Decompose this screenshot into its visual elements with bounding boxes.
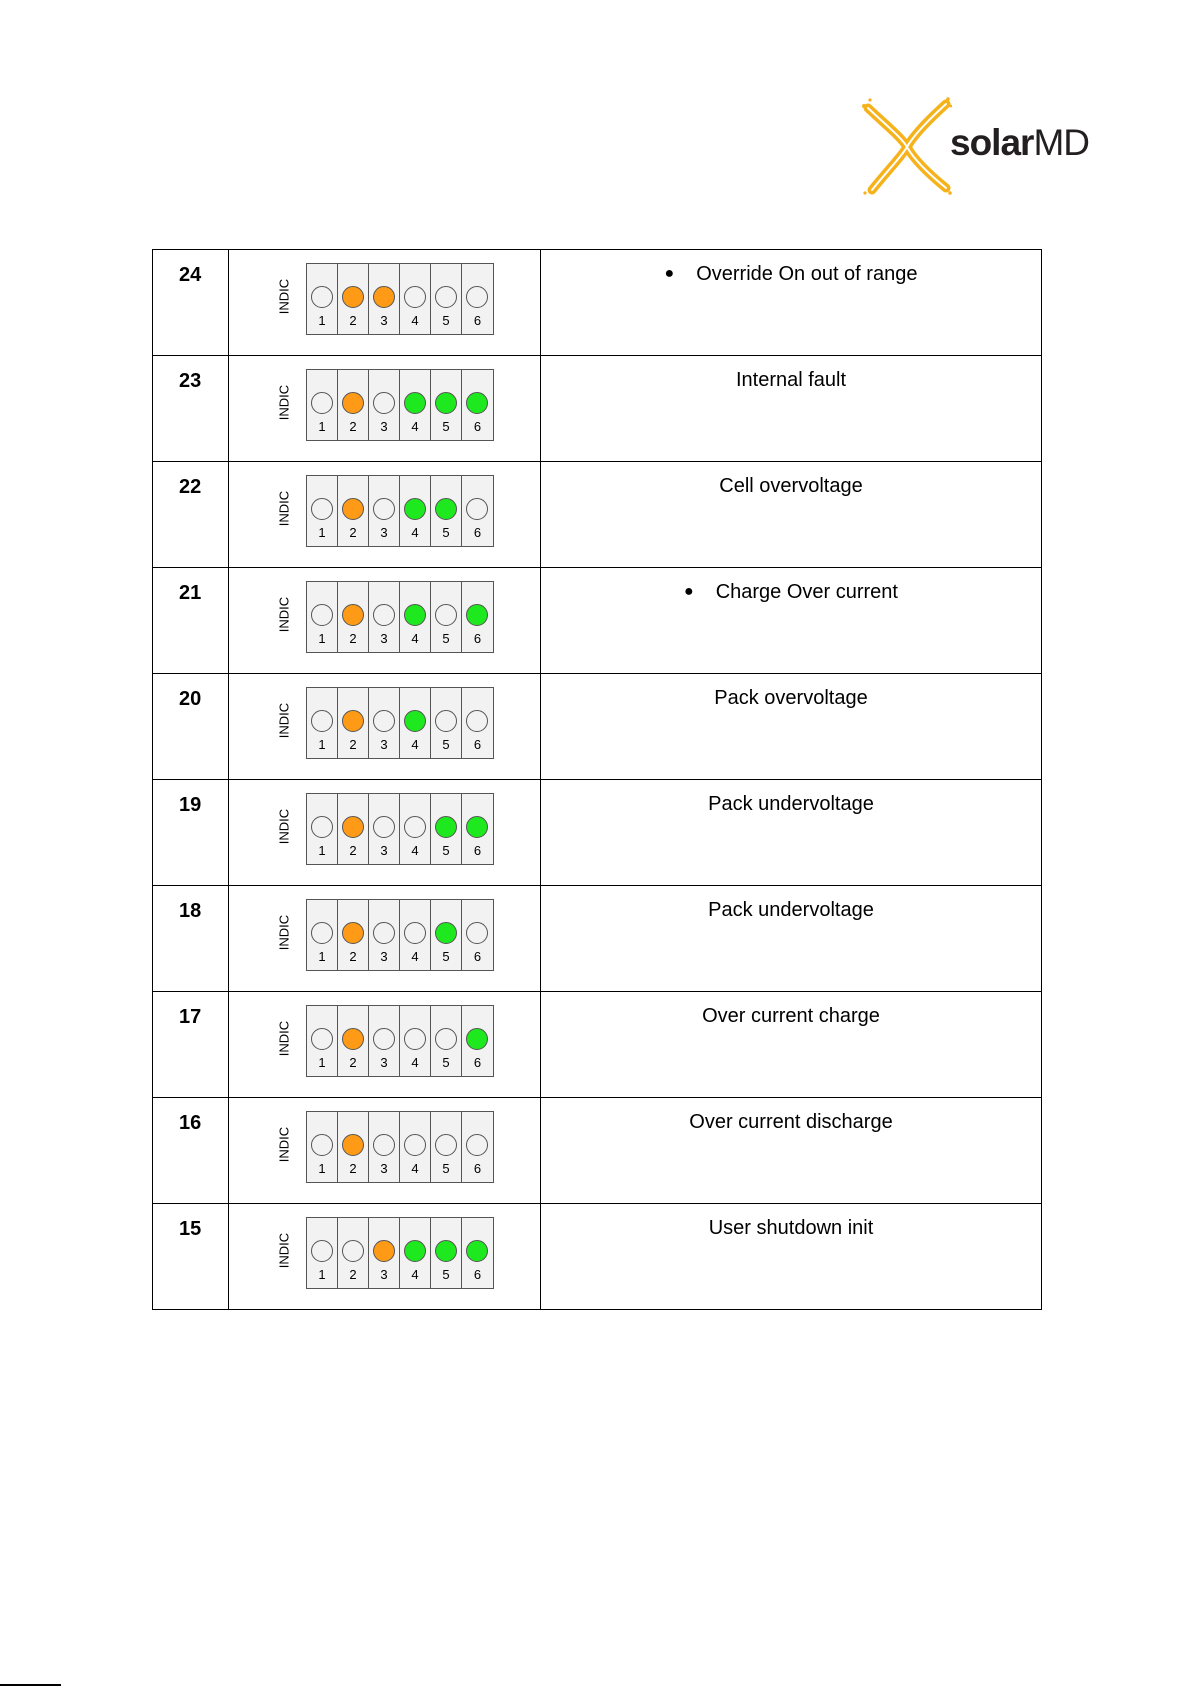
indicator-cell: [229, 356, 541, 462]
led-slot: [400, 476, 431, 546]
led-slot: [307, 264, 338, 334]
led-slot: [431, 264, 462, 334]
led-number: 4: [411, 313, 419, 328]
bullet-icon: ●: [664, 265, 675, 282]
led-strip: [306, 581, 494, 653]
led-green-icon: [435, 1240, 457, 1262]
led-number: 4: [411, 631, 419, 646]
led-strip: [306, 369, 494, 441]
led-number: 6: [473, 843, 482, 858]
error-code: 19: [153, 780, 229, 886]
led-green-icon: [435, 922, 457, 944]
led-slot: [400, 900, 431, 970]
led-number: 1: [318, 843, 326, 858]
led-orange-icon: [373, 286, 395, 308]
error-description-cell: [541, 1098, 1042, 1204]
led-slot: [338, 1006, 369, 1076]
table-row: [153, 356, 1042, 462]
table-row: [153, 886, 1042, 992]
led-strip: [306, 899, 494, 971]
table-row: [153, 992, 1042, 1098]
led-slot: [338, 688, 369, 758]
led-off-icon: [311, 710, 333, 732]
led-slot: [431, 582, 462, 652]
led-number: 1: [318, 737, 326, 752]
led-number: 3: [380, 843, 388, 858]
led-green-icon: [404, 498, 426, 520]
led-number: 5: [442, 949, 450, 964]
led-slot: [431, 370, 462, 440]
led-off-icon: [311, 1240, 333, 1262]
led-slot: [338, 264, 369, 334]
led-slot: [369, 582, 400, 652]
error-code-table: [152, 249, 1042, 1310]
led-off-icon: [373, 498, 395, 520]
led-slot: [369, 688, 400, 758]
led-slot: [462, 264, 493, 334]
error-code: 22: [153, 462, 229, 568]
led-slot: [400, 582, 431, 652]
led-slot: [400, 264, 431, 334]
led-orange-icon: [342, 392, 364, 414]
led-number: 6: [473, 631, 482, 646]
led-slot: [369, 1112, 400, 1182]
led-number: 1: [318, 419, 326, 434]
led-off-icon: [404, 286, 426, 308]
led-number: 5: [442, 1161, 450, 1176]
led-number: 6: [473, 1161, 482, 1176]
led-slot: [400, 794, 431, 864]
led-slot: [462, 900, 493, 970]
led-number: 5: [442, 737, 450, 752]
led-slot: [400, 1006, 431, 1076]
led-orange-icon: [342, 710, 364, 732]
led-slot: [462, 370, 493, 440]
error-code: 24: [153, 250, 229, 356]
indicator-cell: [229, 886, 541, 992]
led-orange-icon: [342, 1028, 364, 1050]
error-description: Pack undervoltage: [708, 899, 874, 921]
error-description-cell: [541, 992, 1042, 1098]
led-off-icon: [373, 816, 395, 838]
led-strip: [306, 1005, 494, 1077]
led-slot: [400, 1218, 431, 1288]
led-off-icon: [404, 1028, 426, 1050]
error-description: Over current discharge: [689, 1111, 893, 1133]
led-off-icon: [373, 1134, 395, 1156]
error-description: Override On out of range: [696, 263, 918, 285]
led-number: 2: [349, 1161, 357, 1176]
led-number: 1: [318, 1267, 326, 1282]
led-slot: [338, 900, 369, 970]
led-number: 4: [411, 949, 419, 964]
led-number: 5: [442, 525, 450, 540]
led-slot: [462, 794, 493, 864]
error-code: 16: [153, 1098, 229, 1204]
indic-label: INDIC: [276, 278, 292, 315]
logo-text-regular: MD: [1033, 122, 1089, 163]
indicator-cell: [229, 1204, 541, 1310]
table-row: [153, 780, 1042, 886]
led-slot: [462, 1006, 493, 1076]
led-green-icon: [466, 816, 488, 838]
led-number: 1: [318, 313, 326, 328]
error-description-cell: [541, 1204, 1042, 1310]
led-off-icon: [342, 1240, 364, 1262]
led-number: 5: [442, 419, 450, 434]
led-number: 6: [473, 949, 482, 964]
led-slot: [462, 476, 493, 546]
led-slot: [431, 794, 462, 864]
error-description-cell: [541, 462, 1042, 568]
led-off-icon: [404, 816, 426, 838]
led-number: 5: [442, 631, 450, 646]
led-slot: [307, 688, 338, 758]
led-green-icon: [404, 604, 426, 626]
led-slot: [431, 688, 462, 758]
error-code: 21: [153, 568, 229, 674]
led-strip: [306, 687, 494, 759]
led-slot: [400, 1112, 431, 1182]
led-number: 2: [349, 525, 357, 540]
indicator-cell: [229, 250, 541, 356]
led-number: 4: [411, 737, 419, 752]
error-description: Charge Over current: [715, 581, 898, 603]
led-slot: [307, 900, 338, 970]
error-description: Internal fault: [735, 369, 847, 391]
led-off-icon: [373, 392, 395, 414]
indic-label: INDIC: [276, 384, 292, 421]
led-off-icon: [373, 604, 395, 626]
error-description: Cell overvoltage: [719, 475, 863, 497]
led-off-icon: [373, 1028, 395, 1050]
led-off-icon: [311, 604, 333, 626]
led-slot: [307, 476, 338, 546]
led-number: 4: [411, 1161, 419, 1176]
led-green-icon: [466, 1028, 488, 1050]
led-slot: [400, 370, 431, 440]
led-slot: [431, 476, 462, 546]
led-green-icon: [404, 392, 426, 414]
led-number: 1: [318, 1161, 326, 1176]
led-off-icon: [311, 392, 333, 414]
led-green-icon: [404, 1240, 426, 1262]
led-slot: [338, 1218, 369, 1288]
led-off-icon: [435, 1028, 457, 1050]
solarmd-logo: [862, 96, 1089, 198]
led-orange-icon: [342, 604, 364, 626]
led-off-icon: [466, 498, 488, 520]
led-number: 5: [442, 1055, 450, 1070]
table-row: [153, 568, 1042, 674]
led-slot: [338, 370, 369, 440]
led-slot: [431, 900, 462, 970]
led-green-icon: [435, 498, 457, 520]
led-number: 3: [380, 525, 388, 540]
led-off-icon: [404, 1134, 426, 1156]
led-strip: [306, 263, 494, 335]
led-number: 6: [473, 313, 482, 328]
led-off-icon: [373, 710, 395, 732]
bullet-icon: ●: [684, 583, 694, 600]
led-slot: [369, 264, 400, 334]
logo-text-bold: solar: [950, 122, 1034, 163]
table-row: [153, 1098, 1042, 1204]
error-description: User shutdown init: [708, 1217, 874, 1239]
led-slot: [369, 794, 400, 864]
table-row: [153, 674, 1042, 780]
led-slot: [369, 900, 400, 970]
error-description: Pack undervoltage: [708, 793, 874, 815]
led-green-icon: [435, 392, 457, 414]
led-slot: [307, 1112, 338, 1182]
led-number: 2: [349, 419, 357, 434]
led-number: 3: [380, 1055, 388, 1070]
led-slot: [307, 582, 338, 652]
indic-label: INDIC: [276, 1232, 292, 1269]
led-green-icon: [466, 392, 488, 414]
led-number: 2: [349, 313, 357, 328]
led-slot: [431, 1006, 462, 1076]
led-orange-icon: [342, 498, 364, 520]
led-off-icon: [435, 604, 457, 626]
led-slot: [307, 370, 338, 440]
led-slot: [431, 1112, 462, 1182]
error-description: Over current charge: [702, 1005, 880, 1027]
table-row: [153, 250, 1042, 356]
led-slot: [462, 582, 493, 652]
led-slot: [369, 1006, 400, 1076]
indicator-cell: [229, 780, 541, 886]
indic-label: INDIC: [276, 702, 292, 739]
led-number: 4: [411, 843, 419, 858]
led-slot: [462, 1112, 493, 1182]
led-orange-icon: [342, 922, 364, 944]
led-number: 4: [411, 1055, 419, 1070]
footer-rule: [0, 1684, 61, 1686]
led-slot: [431, 1218, 462, 1288]
solarmd-star-icon: [862, 96, 952, 198]
led-number: 2: [349, 1267, 357, 1282]
error-description-cell: [541, 674, 1042, 780]
led-strip: [306, 793, 494, 865]
led-number: 1: [318, 1055, 326, 1070]
led-orange-icon: [342, 1134, 364, 1156]
led-number: 1: [318, 631, 326, 646]
indic-label: INDIC: [276, 808, 292, 845]
led-number: 2: [349, 1055, 357, 1070]
led-slot: [307, 1006, 338, 1076]
error-description: Pack overvoltage: [714, 687, 868, 709]
led-number: 3: [380, 313, 388, 328]
led-number: 2: [349, 631, 357, 646]
led-orange-icon: [342, 286, 364, 308]
led-number: 6: [473, 525, 482, 540]
led-off-icon: [311, 286, 333, 308]
error-description-cell: [541, 250, 1042, 356]
led-number: 1: [318, 525, 326, 540]
led-off-icon: [404, 922, 426, 944]
led-off-icon: [466, 710, 488, 732]
led-number: 2: [349, 843, 357, 858]
led-slot: [338, 1112, 369, 1182]
led-orange-icon: [373, 1240, 395, 1262]
led-number: 2: [349, 949, 357, 964]
led-slot: [400, 688, 431, 758]
led-number: 3: [380, 1267, 388, 1282]
led-slot: [369, 476, 400, 546]
led-off-icon: [373, 922, 395, 944]
led-number: 6: [473, 737, 482, 752]
indicator-cell: [229, 992, 541, 1098]
led-slot: [338, 582, 369, 652]
led-slot: [307, 1218, 338, 1288]
error-code: 18: [153, 886, 229, 992]
table-row: [153, 1204, 1042, 1310]
led-number: 3: [380, 631, 388, 646]
led-green-icon: [435, 816, 457, 838]
led-slot: [369, 1218, 400, 1288]
led-number: 5: [442, 843, 450, 858]
indicator-cell: [229, 674, 541, 780]
led-number: 5: [442, 313, 450, 328]
indic-label: INDIC: [276, 914, 292, 951]
led-off-icon: [435, 710, 457, 732]
led-strip: [306, 1111, 494, 1183]
led-number: 3: [380, 949, 388, 964]
error-description-cell: [541, 886, 1042, 992]
error-code-table-body: [153, 250, 1042, 1310]
led-slot: [338, 794, 369, 864]
led-off-icon: [311, 816, 333, 838]
led-number: 3: [380, 419, 388, 434]
led-green-icon: [466, 604, 488, 626]
led-off-icon: [311, 922, 333, 944]
indicator-cell: [229, 1098, 541, 1204]
led-off-icon: [311, 1028, 333, 1050]
led-number: 6: [473, 1055, 482, 1070]
led-number: 2: [349, 737, 357, 752]
error-code: 17: [153, 992, 229, 1098]
led-off-icon: [466, 286, 488, 308]
error-description-cell: [541, 568, 1042, 674]
led-green-icon: [404, 710, 426, 732]
led-slot: [338, 476, 369, 546]
led-number: 5: [442, 1267, 450, 1282]
error-code: 15: [153, 1204, 229, 1310]
led-number: 4: [411, 1267, 419, 1282]
led-off-icon: [466, 922, 488, 944]
led-number: 4: [411, 525, 419, 540]
error-description-cell: [541, 356, 1042, 462]
led-number: 4: [411, 419, 419, 434]
led-slot: [462, 1218, 493, 1288]
led-off-icon: [311, 1134, 333, 1156]
led-number: 1: [318, 949, 326, 964]
indic-label: INDIC: [276, 1020, 292, 1057]
led-off-icon: [435, 1134, 457, 1156]
indic-label: INDIC: [276, 490, 292, 527]
led-off-icon: [435, 286, 457, 308]
indicator-cell: [229, 462, 541, 568]
error-description-cell: [541, 780, 1042, 886]
led-off-icon: [466, 1134, 488, 1156]
led-number: 6: [473, 419, 482, 434]
led-number: 6: [473, 1267, 482, 1282]
led-slot: [369, 370, 400, 440]
solarmd-wordmark: [950, 124, 1089, 161]
indicator-cell: [229, 568, 541, 674]
led-off-icon: [311, 498, 333, 520]
error-code: 23: [153, 356, 229, 462]
error-code: 20: [153, 674, 229, 780]
led-number: 3: [380, 737, 388, 752]
indic-label: INDIC: [276, 596, 292, 633]
led-strip: [306, 1217, 494, 1289]
led-green-icon: [466, 1240, 488, 1262]
led-number: 3: [380, 1161, 388, 1176]
indic-label: INDIC: [276, 1126, 292, 1163]
table-row: [153, 462, 1042, 568]
led-orange-icon: [342, 816, 364, 838]
led-slot: [462, 688, 493, 758]
led-slot: [307, 794, 338, 864]
led-strip: [306, 475, 494, 547]
